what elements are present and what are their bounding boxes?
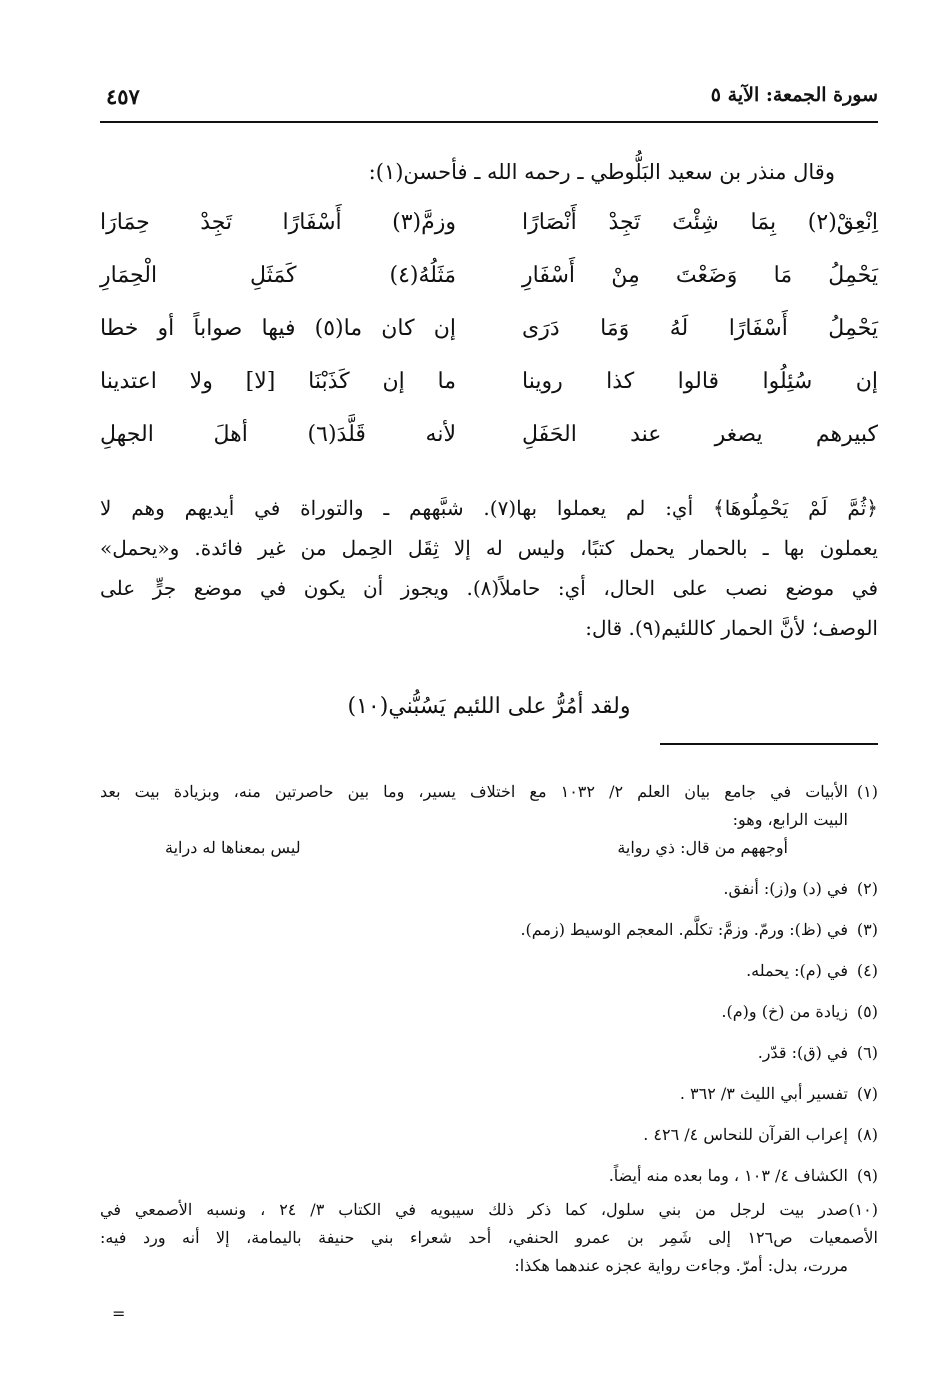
footnote-7 <box>100 1073 878 1114</box>
header-divider <box>100 121 878 123</box>
footnote-6 <box>100 1032 878 1073</box>
footnote-divider <box>660 743 878 745</box>
verse-first-hemistich: إن سُئِلُوا قالوا كذا روينا <box>522 369 878 394</box>
footnote-text: الأصمعيات ص١٢٦ إلى شَمِر بن عمرو الحنفي، أحد شعراء بني حنيفة باليمامة، إلا أنه ورد فيه: <box>100 1228 878 1247</box>
poem <box>100 210 878 475</box>
footnote-1 <box>100 778 878 834</box>
verse <box>100 316 878 369</box>
quoted-hemistich: ولقد أمُرُّ على اللئيم يَسُبُّني(١٠) <box>347 694 631 719</box>
verse <box>100 263 878 316</box>
footnote-8 <box>100 1114 878 1155</box>
verse <box>100 369 878 422</box>
intro-line: وقال منذر بن سعيد البَلُّوطي ـ رحمه الله ـ فأحسن(١): <box>368 160 835 184</box>
footnote-text: في (م): يحمله. <box>746 961 848 980</box>
verse-second-hemistich: ما إن كَذَبْنَا [لا] ولا اعتدينا <box>100 369 456 394</box>
footnote-text: زيادة من (خ) و(م). <box>721 1002 848 1021</box>
surah-label: سورة الجمعة: الآية ٥ <box>710 84 878 106</box>
footnote-text: الكشاف ٤/ ١٠٣ ، وما بعده منه أيضاً. <box>608 1166 848 1185</box>
verse-first-hemistich: يَحْمِلُ أَسْفَارًا لَهُ وَمَا دَرَى <box>522 316 878 341</box>
footnotes <box>100 778 878 1280</box>
footnote-9 <box>100 1155 878 1196</box>
verse-first-hemistich: أوجههم من قال: ذي رواية <box>617 838 788 857</box>
footnote-number: (٤) <box>856 961 878 980</box>
verse-second-hemistich: ليس بمعناها له دراية <box>165 838 301 857</box>
commentary-paragraph <box>100 488 878 648</box>
footnote-4 <box>100 950 878 991</box>
footnote-text: مررت، بدل: أمرّ. وجاءت رواية عجزه عندهما هكذا: <box>514 1256 848 1275</box>
verse-first-hemistich: كبيرهم يصغر عند الحَفَلِ <box>522 422 878 447</box>
paragraph-line: في موضع نصب على الحال، أي: حاملاً(٨). ويجوز أن يكون في موضع جرٍّ على <box>100 576 878 600</box>
footnote-number: (٨) <box>856 1125 878 1144</box>
verse-first-hemistich: اِنْعِقْ(٢) بِمَا شِئْتَ تَجِدْ أَنْصَارًا <box>522 210 878 235</box>
footnote-number: (٩) <box>856 1166 878 1185</box>
footnote-number: (١٠) <box>848 1200 879 1219</box>
footnote-number: (٧) <box>856 1084 878 1103</box>
verse-second-hemistich: وزمَّ(٣) أَسْفَارًا تَجِدْ حِمَارَا <box>100 210 456 235</box>
footnote-number: (١) <box>856 782 879 801</box>
footnote-verse <box>100 834 878 868</box>
verse-first-hemistich: يَحْمِلُ مَا وَضَعْتَ مِنْ أَسْفَارِ <box>522 263 878 288</box>
footnote-number: (٥) <box>856 1002 878 1021</box>
footnote-text: صدر بيت لرجل من بني سلول، كما ذكر ذلك سيبويه في الكتاب ٣/ ٢٤ ، ونسبه الأصمعي في <box>100 1200 849 1219</box>
footnote-5 <box>100 991 878 1032</box>
verse <box>100 422 878 475</box>
footnote-text: في (د) و(ز): أنفق. <box>723 879 848 898</box>
verse-second-hemistich: لأنه قَلَّدَ(٦) أهلَ الجهلِ <box>100 422 456 447</box>
footnote-2 <box>100 868 878 909</box>
footnote-text: البيت الرابع، وهو: <box>732 810 848 829</box>
footnote-10 <box>100 1196 878 1280</box>
verse <box>100 210 878 263</box>
paragraph-line: ﴿ثُمَّ لَمْ يَحْمِلُوهَا﴾ أي: لم يعملوا بها(٧). شبَّههم ـ والتوراة في أيديهم وهم لا <box>100 496 878 520</box>
footnote-text: الأبيات في جامع بيان العلم ٢/ ١٠٣٢ مع اختلاف يسير، وما بين حاصرتين منه، وبزيادة بيت بعد <box>100 782 849 801</box>
footnote-3 <box>100 909 878 950</box>
footnote-number: (٦) <box>856 1043 878 1062</box>
footnote-text: في (ق): قدّر. <box>757 1043 848 1062</box>
footnote-number: (٢) <box>856 879 878 898</box>
footnote-text: في (ظ): ورمّ. وزمَّ: تكلَّم. المعجم الوسيط (زمم). <box>520 920 848 939</box>
continuation-mark: = <box>112 1304 126 1323</box>
verse-second-hemistich: مَثَلُهُ(٤) كَمَثَلِ الْحِمَارِ <box>100 263 456 288</box>
footnote-text: إعراب القرآن للنحاس ٤/ ٤٢٦ . <box>643 1125 848 1144</box>
paragraph-line: يعملون بها ـ بالحمار يحمل كتبًا، وليس له إلا ثِقَل الحِمل من غير فائدة. و«يحمل» <box>100 536 878 560</box>
verse-second-hemistich: إن كان ما(٥) فيها صواباً أو خطا <box>100 316 456 341</box>
page-header <box>100 84 878 120</box>
page-number: ٤٥٧ <box>106 84 140 109</box>
footnote-number: (٣) <box>856 920 878 939</box>
paragraph-line: الوصف؛ لأنَّ الحمار كاللئيم(٩). قال: <box>585 616 878 640</box>
footnote-text: تفسير أبي الليث ٣/ ٣٦٢ . <box>679 1084 848 1103</box>
